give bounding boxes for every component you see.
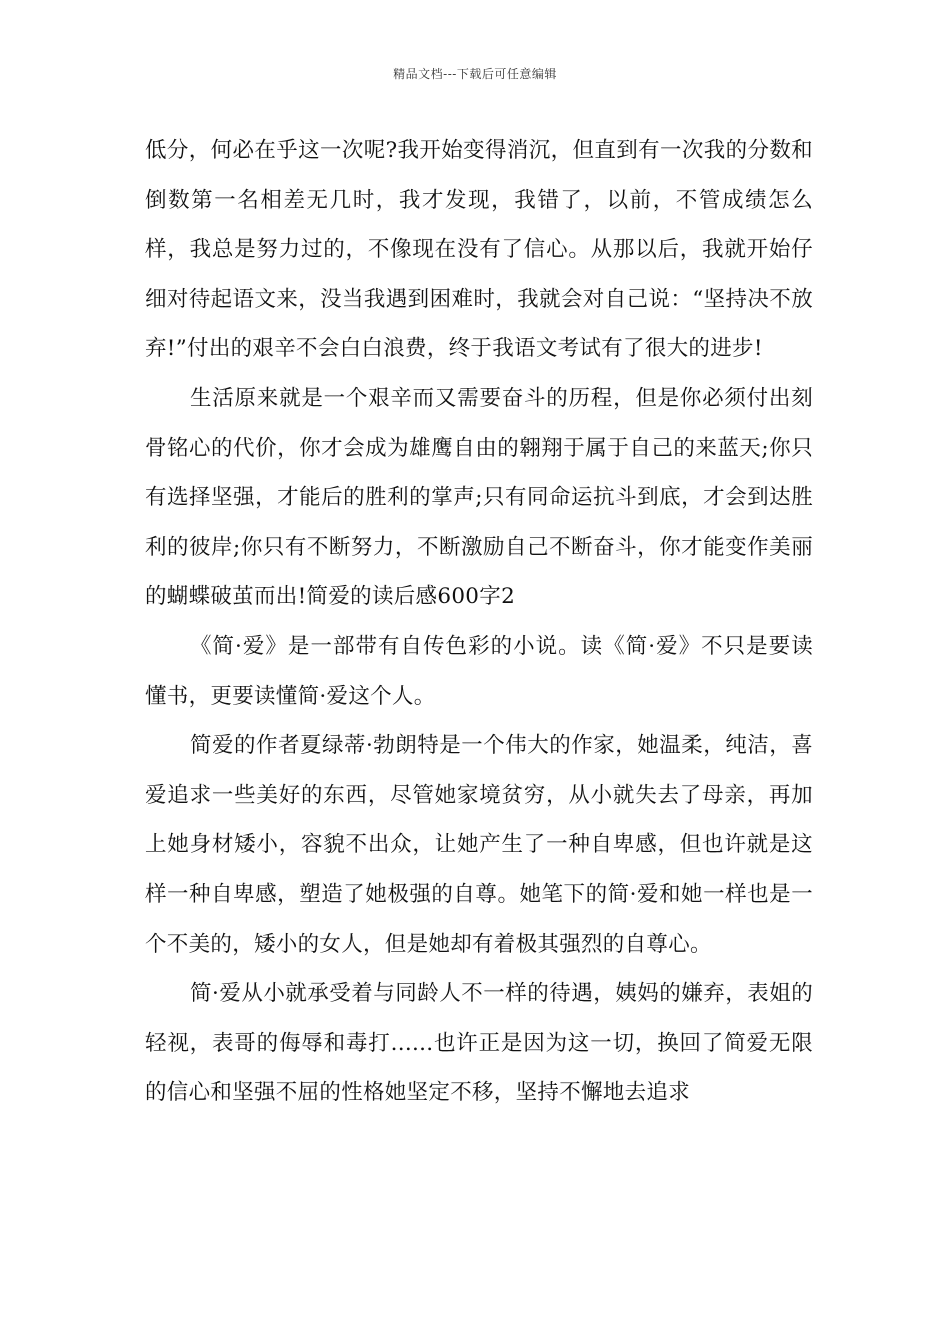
paragraph-5: 简·爱从小就承受着与同龄人不一样的待遇，姨妈的嫌弃，表姐的轻视，表哥的侮辱和毒打......也许正是因为这一切，换回了简爱无限的信心和坚强不屈的性格她坚定不移，坚持不懈地去追求: [145, 981, 813, 1106]
paragraph-4: 简爱的作者夏绿蒂·勃朗特是一个伟大的作家，她温柔，纯洁，喜爱追求一些美好的东西，尽管她家境贫穷，从小就失去了母亲，再加上她身材矮小，容貌不出众，让她产生了一种自卑感，但也许就是这样一种自卑感，塑造了她极强的自尊。她笔下的简·爱和她一样也是一个不美的，矮小的女人，但是她却有着极其强烈的自尊心。: [145, 733, 813, 957]
document-body: [145, 126, 813, 1118]
paragraph-3: 《简·爱》是一部带有自传色彩的小说。读《简·爱》不只是要读懂书，更要读懂简·爱这个人。: [145, 633, 813, 709]
paragraph-2: 生活原来就是一个艰辛而又需要奋斗的历程，但是你必须付出刻骨铭心的代价，你才会成为雄鹰自由的翱翔于属于自己的来蓝天;你只有选择坚强，才能后的胜利的掌声;只有同命运抗斗到底，才会到达胜利的彼岸;你只有不断努力，不断激励自己不断奋斗，你才能变作美丽的蝴蝶破茧而出!简爱的读后感600字2: [145, 385, 813, 610]
paragraph-1: 低分，何必在乎这一次呢?我开始变得消沉，但直到有一次我的分数和倒数第一名相差无几时，我才发现，我错了，以前，不管成绩怎么样，我总是努力过的，不像现在没有了信心。从那以后，我就开始仔细对待起语文来，没当我遇到困难时，我就会对自己说：“坚持决不放弃!”付出的艰辛不会白白浪费，终于我语文考试有了很大的进步!: [145, 138, 813, 362]
page-header: 精品文档---下载后可任意编辑: [393, 67, 557, 81]
